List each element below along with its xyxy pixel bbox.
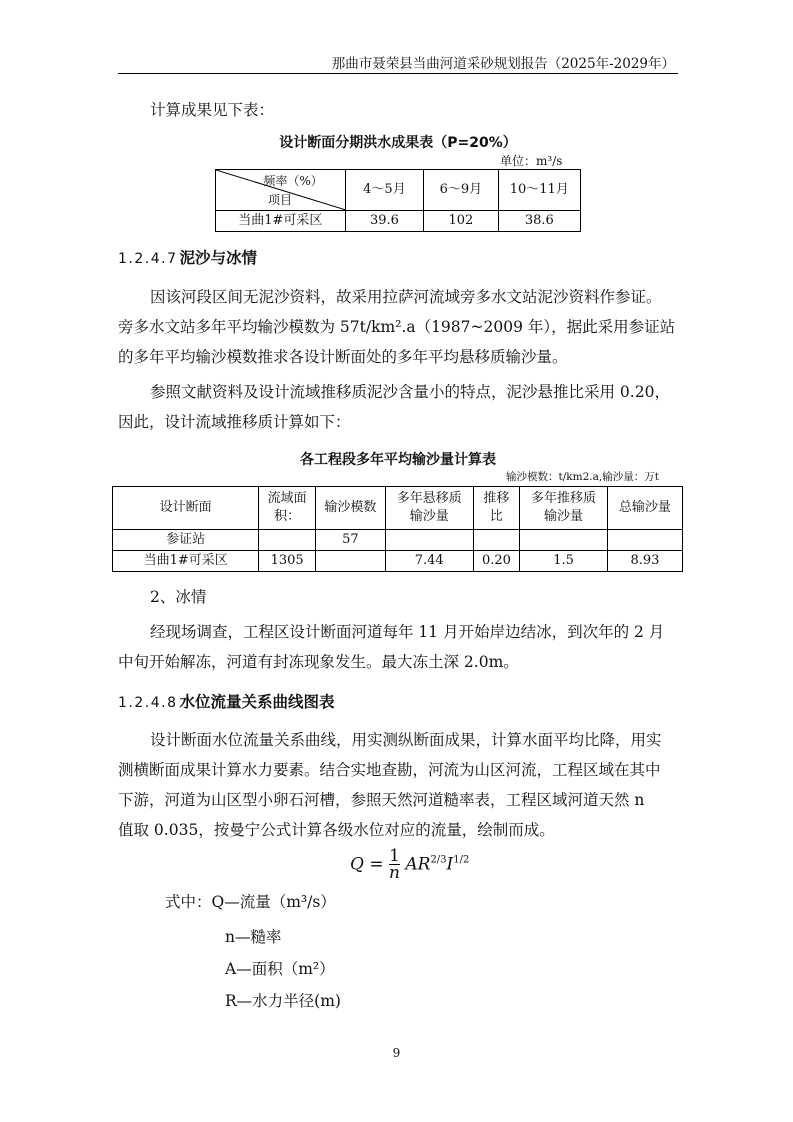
page-header: 那曲市聂荣县当曲河道采砂规划报告（2025年-2029年） xyxy=(331,56,675,72)
diag-top-label: 频率（%） xyxy=(263,174,323,188)
row-label: 当曲1#可采区 xyxy=(216,211,346,232)
col-header: 推移 比 xyxy=(473,487,520,530)
header-rule xyxy=(118,73,678,74)
table-cell: 39.6 xyxy=(345,211,423,232)
section-number: 1.2.4.8 xyxy=(118,695,178,711)
para2-line: 因此，设计流域推移质计算如下： xyxy=(118,413,351,431)
section-number: 1.2.4.7 xyxy=(118,251,178,267)
para4-line: 设计断面水位流量关系曲线，用实测纵断面成果，计算水面平均比降，用实 xyxy=(150,731,662,749)
table-cell: 1.5 xyxy=(520,551,608,572)
sediment-table xyxy=(112,486,683,572)
col-header: 10～11月 xyxy=(498,170,580,211)
table-cell xyxy=(385,530,473,551)
para1-line: 因该河段区间无泥沙资料，故采用拉萨河流域旁多水文站泥沙资料作参证。 xyxy=(150,288,662,306)
para1-line: 旁多水文站多年平均输沙模数为 57t/km².a（1987~2009 年），据此采用参证站 xyxy=(118,318,676,336)
intro-text: 计算成果见下表： xyxy=(150,101,275,119)
diag-header-cell xyxy=(216,170,346,211)
col-header: 流域面 积： xyxy=(259,487,316,530)
def-line: R—水力半径(m) xyxy=(225,992,341,1010)
section-title: 泥沙与冰情 xyxy=(179,249,257,267)
table-cell xyxy=(520,530,608,551)
def-line: 式中：Q—流量（m³/s） xyxy=(165,893,336,911)
col-header: 多年悬移质 输沙量 xyxy=(385,487,473,530)
table-cell: 参证站 xyxy=(113,530,259,551)
manning-formula: Q = $\frac{1}{n}$ $AR^{2/3}I^{1/2}$ xyxy=(350,846,470,883)
table-row xyxy=(216,211,581,232)
table-cell: 102 xyxy=(424,211,498,232)
table-cell: 57 xyxy=(315,530,385,551)
col-header: 输沙模数 xyxy=(315,487,385,530)
para4-line: 测横断面成果计算水力要素。结合实地查勘，河流为山区河流，工程区域在其中 xyxy=(118,761,661,779)
table-cell: 8.93 xyxy=(607,551,682,572)
table2-unit: 输沙模数：t/km2.a,输沙量：万t xyxy=(506,471,659,483)
table-cell xyxy=(315,551,385,572)
table-header-row xyxy=(113,487,683,530)
para1-line: 的多年平均输沙模数推求各设计断面处的多年平均悬移质输沙量。 xyxy=(118,348,568,366)
para4-line: 下游，河道为山区型小卵石河槽，参照天然河道糙率表，工程区域河道天然 n xyxy=(118,791,645,809)
col-header: 6～9月 xyxy=(424,170,498,211)
table-row xyxy=(113,530,683,551)
col-header: 多年推移质 输沙量 xyxy=(520,487,608,530)
para3-line: 中旬开始解冻，河道有封冻现象发生。最大冻土深 2.0m。 xyxy=(118,653,519,671)
para3-line: 经现场调查，工程区设计断面河道每年 11 月开始岸边结冰，到次年的 2 月 xyxy=(150,623,665,641)
table-cell: 38.6 xyxy=(498,211,580,232)
col-header: 4～5月 xyxy=(345,170,423,211)
para4-line: 值取 0.035，按曼宁公式计算各级水位对应的流量，绘制而成。 xyxy=(118,821,555,839)
para2-line: 参照文献资料及设计流域推移质泥沙含量小的特点，泥沙悬推比采用 0.20， xyxy=(150,383,670,401)
table1-title: 设计断面分期洪水成果表（P=20%） xyxy=(279,135,517,151)
def-line: A—面积（m²） xyxy=(225,960,335,978)
diag-bottom-label: 项目 xyxy=(268,193,293,207)
table-cell: 0.20 xyxy=(473,551,520,572)
col-header: 设计断面 xyxy=(113,487,259,530)
table-cell xyxy=(259,530,316,551)
section-title: 水位流量关系曲线图表 xyxy=(179,693,335,711)
table1-unit: 单位：m³/s xyxy=(500,154,563,168)
table-cell: 1305 xyxy=(259,551,316,572)
def-line: n—糙率 xyxy=(225,928,282,946)
table-cell xyxy=(473,530,520,551)
table2-title: 各工程段多年平均输沙量计算表 xyxy=(300,452,496,468)
ice-heading: 2、冰情 xyxy=(150,588,207,606)
page-number: 9 xyxy=(392,1046,401,1060)
table-cell xyxy=(607,530,682,551)
table-cell: 7.44 xyxy=(385,551,473,572)
section-heading-1 xyxy=(118,246,257,268)
table-cell: 当曲1#可采区 xyxy=(113,551,259,572)
section-heading-2 xyxy=(118,690,335,712)
col-header: 总输沙量 xyxy=(607,487,682,530)
flood-table xyxy=(215,169,581,232)
table-row xyxy=(113,551,683,572)
